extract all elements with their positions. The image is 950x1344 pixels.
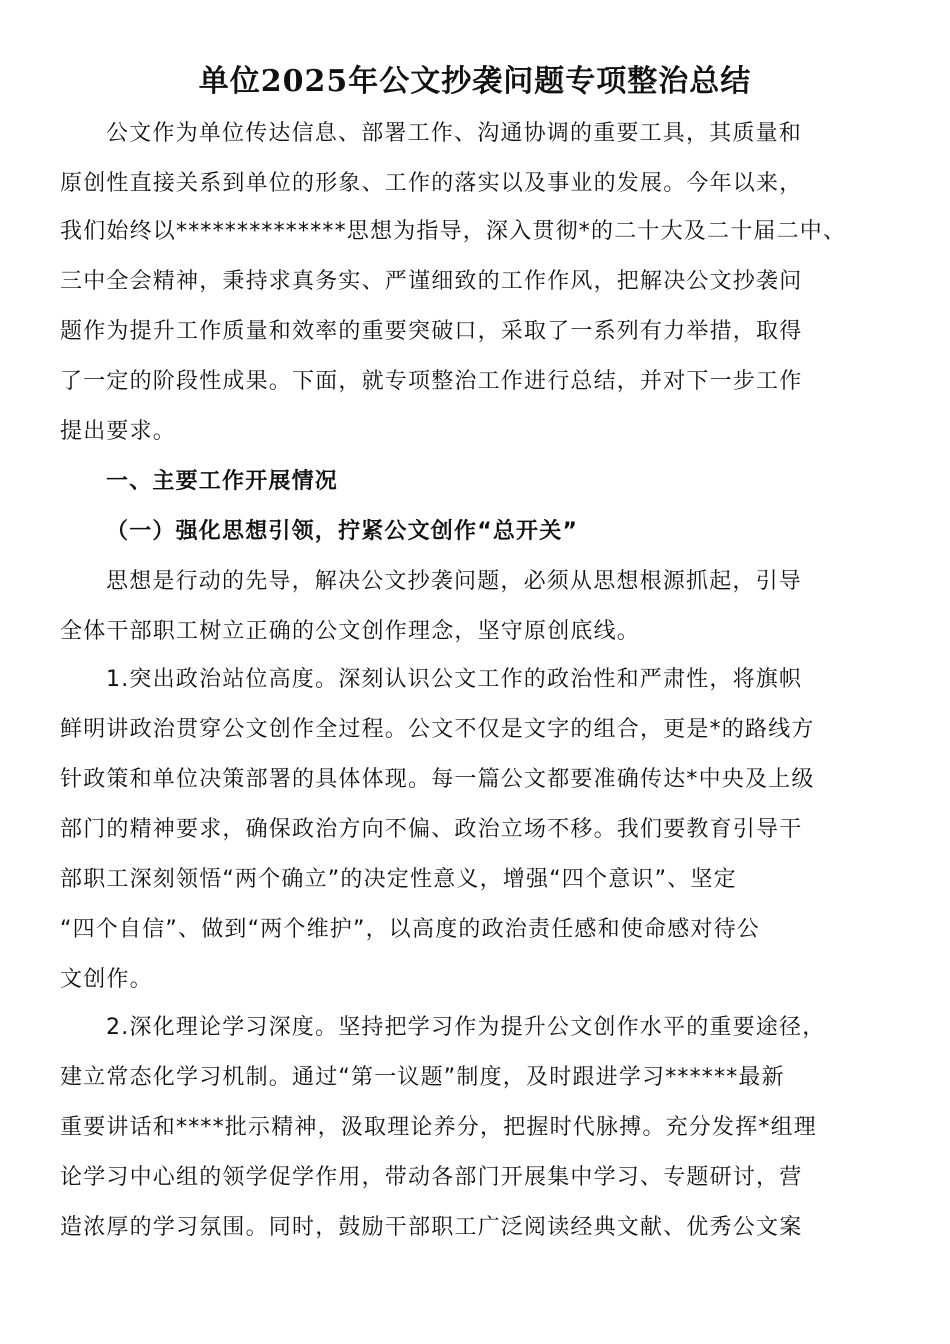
paragraph-line: “四个自信”、做到“两个维护”，以高度的政治责任感和使命感对待公 [60, 917, 760, 942]
paragraph-line: 部门的精神要求，确保政治方向不偏、政治立场不移。我们要教育引导干 [60, 817, 803, 842]
paragraph-line: 建立常态化学习机制。通过“第一议题”制度，及时跟进学习******最新 [60, 1065, 785, 1090]
paragraph-line: 题作为提升工作质量和效率的重要突破口，采取了一系列有力举措，取得 [60, 319, 803, 344]
paragraph-line: 提出要求。 [60, 419, 177, 444]
paragraph-line: 我们始终以**************思想为指导，深入贯彻*的二十大及二十届二中、 [60, 219, 847, 244]
paragraph-line: 原创性直接关系到单位的形象、工作的落实以及事业的发展。今年以来， [60, 171, 803, 196]
paragraph-line: 2.深化理论学习深度。坚持把学习作为提升公文创作水平的重要途径， [106, 1015, 826, 1040]
paragraph-line: 全体干部职工树立正确的公文创作理念，坚守原创底线。 [60, 619, 641, 644]
subsection-heading: （一）强化思想引领，拧紧公文创作“总开关” [106, 519, 579, 544]
paragraph-line: 三中全会精神，秉持求真务实、严谨细致的工作作风，把解决公文抄袭问 [60, 269, 803, 294]
paragraph-line: 鲜明讲政治贯穿公文创作全过程。公文不仅是文字的组合，更是*的路线方 [60, 717, 815, 742]
document-title: 单位2025年公文抄袭问题专项整治总结 [198, 64, 752, 99]
paragraph-line: 重要讲话和****批示精神，汲取理论养分，把握时代脉搏。充分发挥*组理 [60, 1115, 818, 1140]
paragraph-line: 了一定的阶段性成果。下面，就专项整治工作进行总结，并对下一步工作 [60, 369, 803, 394]
paragraph-line: 文创作。 [60, 967, 153, 992]
paragraph-line: 思想是行动的先导，解决公文抄袭问题，必须从思想根源抓起，引导 [106, 569, 803, 594]
paragraph-line: 论学习中心组的领学促学作用，带动各部门开展集中学习、专题研讨，营 [60, 1165, 803, 1190]
paragraph-line: 针政策和单位决策部署的具体体现。每一篇公文都要准确传达*中央及上级 [60, 767, 815, 792]
paragraph-line: 1.突出政治站位高度。深刻认识公文工作的政治性和严肃性，将旗帜 [106, 667, 803, 692]
paragraph-line: 部职工深刻领悟“两个确立”的决定性意义，增强“四个意识”、坚定 [60, 867, 737, 892]
paragraph-line: 造浓厚的学习氛围。同时，鼓励干部职工广泛阅读经典文献、优秀公文案 [60, 1215, 803, 1240]
paragraph-line: 公文作为单位传达信息、部署工作、沟通协调的重要工具，其质量和 [106, 121, 803, 146]
section-heading: 一、主要工作开展情况 [106, 469, 339, 494]
